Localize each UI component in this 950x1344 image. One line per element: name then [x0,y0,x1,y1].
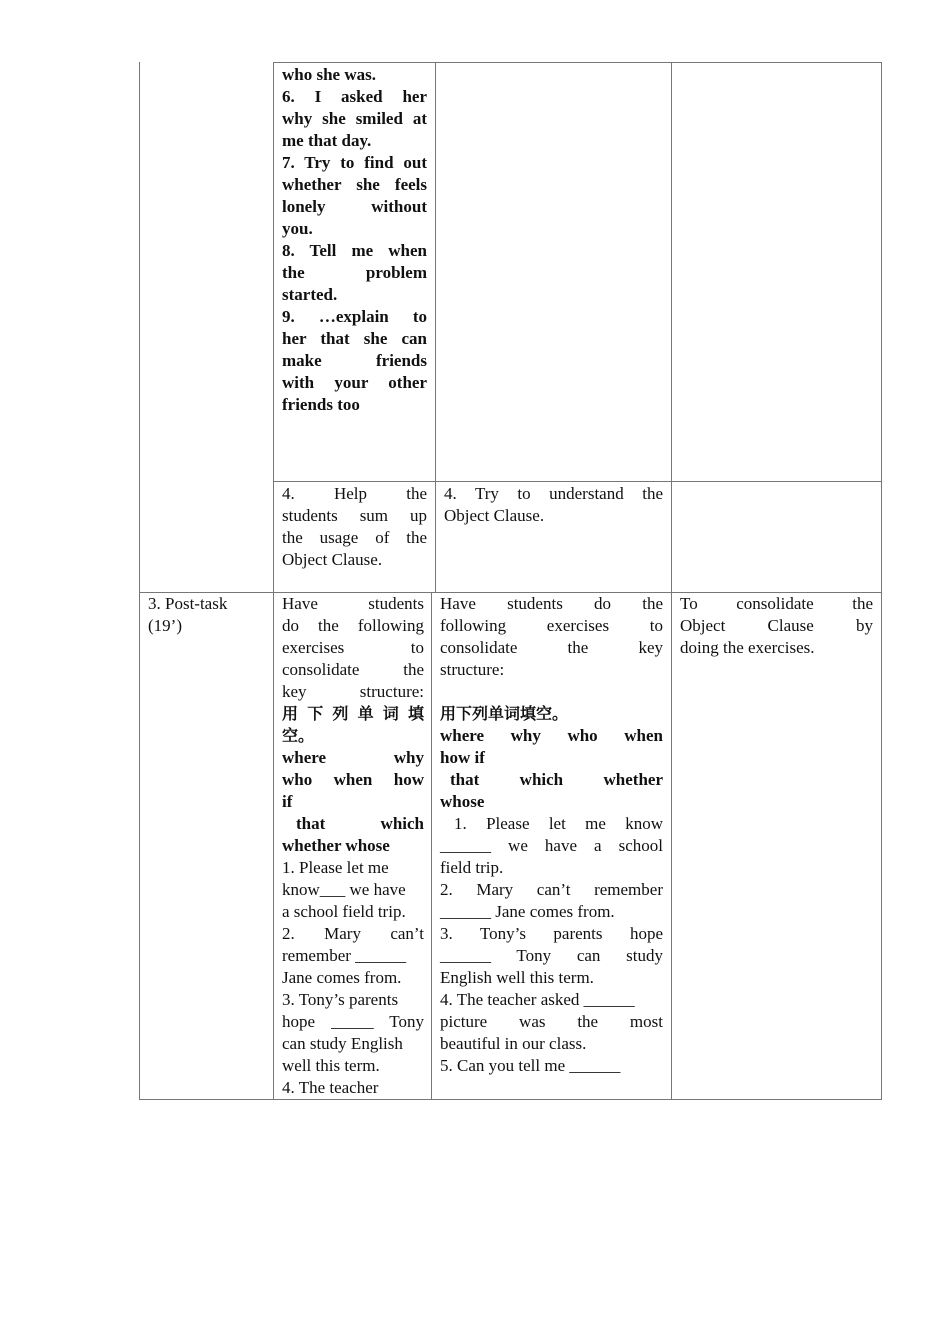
text-line: a school field trip. [282,902,406,921]
student-activity-step4 [444,483,663,527]
text-line: 9. …explain to [282,307,427,326]
text-line: consolidate the [282,660,424,679]
text-line: Have students [282,594,424,613]
table-border-top [273,62,882,63]
text-line: lonely without [282,197,427,216]
text-line: where why [282,748,424,767]
text-line: that which whether [450,770,663,789]
text-line: 8. Tell me when [282,241,427,260]
teacher-activity-continued [282,64,427,416]
text-line: doing the exercises. [680,638,815,657]
blank-line [440,681,663,703]
text-line: that which [296,814,424,833]
table-border-left [139,62,140,1100]
text-line: 6. I asked her [282,87,427,106]
text-line: picture was the most [440,1012,663,1031]
text-line: Object Clause by [680,616,873,635]
table-row-divider-1 [273,481,882,482]
text-line: 4. The teacher [282,1078,379,1097]
text-line: 3. Post-task [148,594,228,613]
text-line: where why who when [440,726,663,745]
text-line: whose [440,792,485,811]
text-line: (19’) [148,616,182,635]
text-line: why she smiled at [282,109,427,128]
text-line: the problem [282,263,427,282]
text-line: how if [440,748,485,767]
stage-post-task [148,593,266,637]
teacher-activity-step4 [282,483,427,571]
text-line: 4. Try to understand the [444,484,663,503]
text-line: can study English [282,1034,403,1053]
table-border-right [881,62,882,1100]
text-line: ______ Jane comes from. [440,902,615,921]
text-line: 空。 [282,726,315,745]
student-activity-post-task [440,593,663,1077]
text-line: students sum up [282,506,427,525]
text-line: know___ we have [282,880,406,899]
text-line: 2. Mary can’t remember [440,880,663,899]
table-border-col1 [273,62,274,1100]
text-line: 4. Help the [282,484,427,503]
text-line: English well this term. [440,968,594,987]
text-line: To consolidate the [680,594,873,613]
teacher-activity-post-task [282,593,424,1099]
text-line: exercises to [282,638,424,657]
table-border-col2 [435,62,436,592]
text-line: 用 下 列 单 词 填 [282,704,424,723]
text-line: who when how [282,770,424,789]
text-line: 2. Mary can’t [282,924,424,943]
text-line: hope _____ Tony [282,1012,424,1031]
text-line: 3. Tony’s parents hope [440,924,663,943]
text-line: ______ Tony can study [440,946,663,965]
text-line: friends too [282,395,360,414]
text-line: field trip. [440,858,504,877]
text-line: consolidate the key [440,638,663,657]
text-line: structure: [440,660,505,679]
text-line: Have students do the [440,594,663,613]
text-line: make friends [282,351,427,370]
table-border-col3 [671,62,672,1100]
purpose-post-task [680,593,873,659]
text-line: 1. Please let me [282,858,389,877]
text-line: key structure: [282,682,424,701]
text-line: Jane comes from. [282,968,402,987]
text-line: her that she can [282,329,427,348]
text-line: beautiful in our class. [440,1034,587,1053]
text-line: started. [282,285,338,304]
table-border-col2-lower [431,592,432,1100]
text-line: 4. The teacher asked ______ [440,990,635,1009]
text-line: 3. Tony’s parents [282,990,399,1009]
text-line: whether she feels [282,175,427,194]
text-line: ______ we have a school [440,836,663,855]
text-line: 7. Try to find out [282,153,427,172]
text-line: 1. Please let me know [454,814,663,833]
text-line: whether whose [282,836,390,855]
text-line: if [282,792,293,811]
text-line: following exercises to [440,616,663,635]
text-line: the usage of the [282,528,427,547]
text-line: Object Clause. [444,506,545,525]
text-line: well this term. [282,1056,380,1075]
text-line: you. [282,219,313,238]
text-line: 5. Can you tell me ______ [440,1056,621,1075]
text-line: who she was. [282,65,376,84]
text-line: 用下列单词填空。 [440,704,569,723]
text-line: Object Clause. [282,550,383,569]
text-line: with your other [282,373,427,392]
table-border-bottom [139,1099,882,1100]
text-line: me that day. [282,131,372,150]
text-line: do the following [282,616,424,635]
text-line: remember ______ [282,946,407,965]
